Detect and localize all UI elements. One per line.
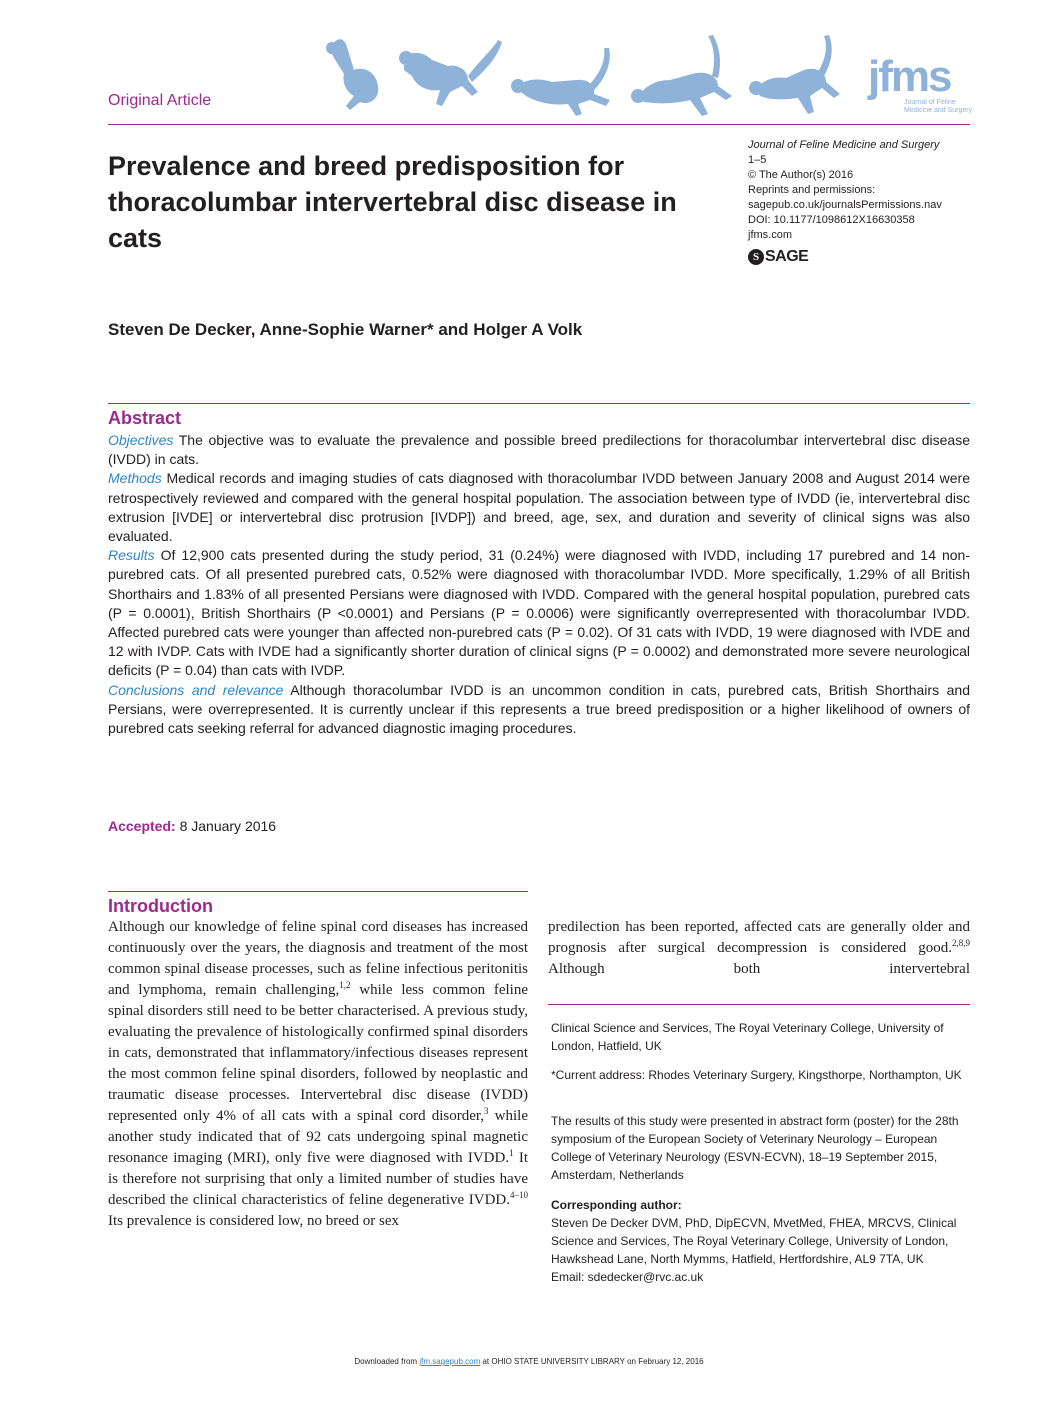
doi: DOI: 10.1177/1098612X16630358 bbox=[748, 214, 915, 226]
journal-site-link[interactable]: jfms.com bbox=[748, 229, 792, 241]
affiliation-rule bbox=[548, 1004, 970, 1005]
abstract-heading: Abstract bbox=[108, 408, 182, 428]
abstract-results bbox=[108, 546, 970, 680]
download-footer bbox=[0, 1357, 1058, 1366]
reprints-label: Reprints and permissions: bbox=[748, 184, 876, 196]
intro-text-f: predilection has been reported, affected cats are generally older and prognosis after surgical decompression is considered good. bbox=[548, 919, 970, 956]
methods-text: Medical records and imaging studies of cats diagnosed with thoracolumbar IVDD between January 2008 and August 2014 were retrospectively reviewed and compared with the general hospital population. The association between type of IVDD (ie, intervertebral disc extrusion [IVDE] or intervertebral disc protrusion [IVDP]) and breed, age, sex, and duration and severity of clinical signs was also evaluated. bbox=[108, 470, 970, 545]
introduction-right-column bbox=[548, 917, 970, 980]
author-list: Steven De Decker, Anne-Sophie Warner* and Holger A Volk bbox=[108, 320, 583, 339]
journal-info bbox=[748, 138, 988, 243]
abstract-rule bbox=[108, 403, 970, 404]
corresponding-author-email[interactable]: Email: sdedecker@rvc.ac.uk bbox=[551, 1270, 704, 1284]
introduction-rule bbox=[108, 891, 528, 892]
citation-ref[interactable]: 2,8,9 bbox=[952, 938, 970, 948]
intro-text-d: It is therefore not surprising that only a limited number of studies have described the clinical characteristics of feline degenerative IVDD. bbox=[108, 1150, 528, 1208]
accepted-line bbox=[108, 818, 276, 834]
introduction-heading: Introduction bbox=[108, 896, 213, 916]
presentation-note: The results of this study were presented in abstract form (poster) for the 28th symposium of the European Society of Veterinary Neurology – European College of Veterinary Neurology (ESVN-ECVN), 18–19 September 2015, Amsterdam, Netherlands bbox=[551, 1114, 959, 1182]
logo-text: jfms bbox=[868, 52, 951, 101]
footer-prefix: Downloaded from bbox=[354, 1357, 420, 1366]
footer-link[interactable]: jfm.sagepub.com bbox=[419, 1357, 481, 1366]
objectives-label: Objectives bbox=[108, 432, 174, 448]
conclusions-text: Although thoracolumbar IVDD is an uncommon condition in cats, purebred cats, British Shorthairs and Persians, were overrepresented. It is currently unclear if this represents a true breed predisposition or a higher likelihood of owners of purebred cats seeking referral for advanced diagnostic imaging procedures. bbox=[108, 681, 970, 737]
intro-text-b: while less common feline spinal disorders still need to be better characterised. A previous study, evaluating the prevalence of histologically confirmed spinal disorders in cats, demonstrated that inflammatory/infectious diseases represent the most common feline spinal disorders, followed by neoplastic and traumatic disease processes. Intervertebral disc disease (IVDD) represented only 4% of all cats with a spinal cord disorder, bbox=[108, 982, 528, 1124]
introduction-left-column bbox=[108, 917, 528, 1232]
header-rule bbox=[108, 124, 970, 125]
objectives-text: The objective was to evaluate the prevalence and possible breed predilections for thoracolumbar intervertebral disc disease (IVDD) in cats. bbox=[108, 432, 970, 468]
abstract-conclusions bbox=[108, 681, 970, 739]
accepted-label: Accepted: bbox=[108, 818, 176, 834]
logo-subtitle-line-2: Medicine and Surgery bbox=[904, 107, 973, 114]
intro-text-c: while another study indicated that of 92 cats undergoing spinal magnetic resonance imaging (MRI), only five were diagnosed with IVDD. bbox=[108, 1108, 528, 1166]
abstract-objectives bbox=[108, 431, 970, 469]
sage-wordmark: SAGE bbox=[765, 248, 809, 265]
citation-ref[interactable]: 1,2 bbox=[339, 980, 351, 990]
journal-name: Journal of Feline Medicine and Surgery bbox=[748, 139, 940, 151]
running-cats-illustration bbox=[320, 30, 850, 125]
citation-ref[interactable]: 4–10 bbox=[510, 1190, 528, 1200]
article-type: Original Article bbox=[108, 92, 212, 109]
results-label: Results bbox=[108, 547, 155, 564]
article-title: Prevalence and breed predisposition for thoracolumbar intervertebral disc disease in cats bbox=[108, 151, 677, 253]
methods-label: Methods bbox=[108, 470, 162, 487]
corresponding-author-heading: Corresponding author: bbox=[551, 1198, 682, 1212]
logo-subtitle-line-1: Journal of Feline bbox=[904, 99, 956, 106]
permissions-link[interactable]: sagepub.co.uk/journalsPermissions.nav bbox=[748, 199, 942, 211]
copyright: © The Author(s) 2016 bbox=[748, 169, 854, 181]
citation-ref[interactable]: 3 bbox=[484, 1106, 489, 1116]
corresponding-author bbox=[551, 1196, 971, 1286]
page-range: 1–5 bbox=[748, 154, 767, 166]
citation-ref[interactable]: 1 bbox=[509, 1148, 514, 1158]
affiliation-current-address: *Current address: Rhodes Veterinary Surgery, Kingsthorpe, Northampton, UK bbox=[551, 1068, 962, 1082]
sage-s-icon: S bbox=[748, 249, 764, 265]
sage-logo bbox=[748, 246, 808, 268]
intro-text-a: Although our knowledge of feline spinal cord diseases has increased continuously over the years, the diagnosis and treatment of the most common spinal disease processes, such as feline infectious peritonitis and lymphoma, remain challenging, bbox=[108, 919, 528, 998]
abstract-body bbox=[108, 431, 970, 738]
results-text: Of 12,900 cats presented during the study period, 31 (0.24%) were diagnosed with IVDD, including 17 purebred and 14 non-purebred cats. Of all presented purebred cats, 0.52% were diagnosed with thoracolumbar IVDD. More specifically, 1.29% of all British Shorthairs and 1.83% of all presented Persians were diagnosed with IVDD. Compared with the general hospital population, purebred cats (P = 0.0001), British Shorthairs (P <0.0001) and Persians (P = 0.0006) were significantly overrepresented with thoracolumbar IVDD. Affected purebred cats were younger than affected non-purebred cats (P = 0.02). Of 31 cats with IVDD, 19 were diagnosed with IVDE and 12 with IVDP. Cats with IVDE had a significantly shorter duration of clinical signs (P = 0.0002) and demonstrated more severe neurological deficits (P = 0.04) than cats with IVDP. bbox=[108, 547, 970, 679]
accepted-date: 8 January 2016 bbox=[175, 818, 277, 834]
jfms-logo bbox=[868, 52, 988, 125]
affiliation-institution: Clinical Science and Services, The Royal Veterinary College, University of London, Hatfield, UK bbox=[551, 1021, 944, 1053]
intro-text-e: Its prevalence is considered low, no breed or sex bbox=[108, 1213, 400, 1229]
conclusions-label: Conclusions and relevance bbox=[108, 681, 284, 698]
intro-text-g: Although both intervertebral bbox=[548, 961, 970, 977]
abstract-methods bbox=[108, 469, 970, 546]
footer-suffix: at OHIO STATE UNIVERSITY LIBRARY on February 12, 2016 bbox=[480, 1357, 704, 1366]
corresponding-author-details: Steven De Decker DVM, PhD, DipECVN, MvetMed, FHEA, MRCVS, Clinical Science and Services, The Royal Veterinary College, University of London, Hawkshead Lane, North Mymms, Hatfield, Hertfordshire, AL9 7TA, UK bbox=[551, 1216, 957, 1266]
